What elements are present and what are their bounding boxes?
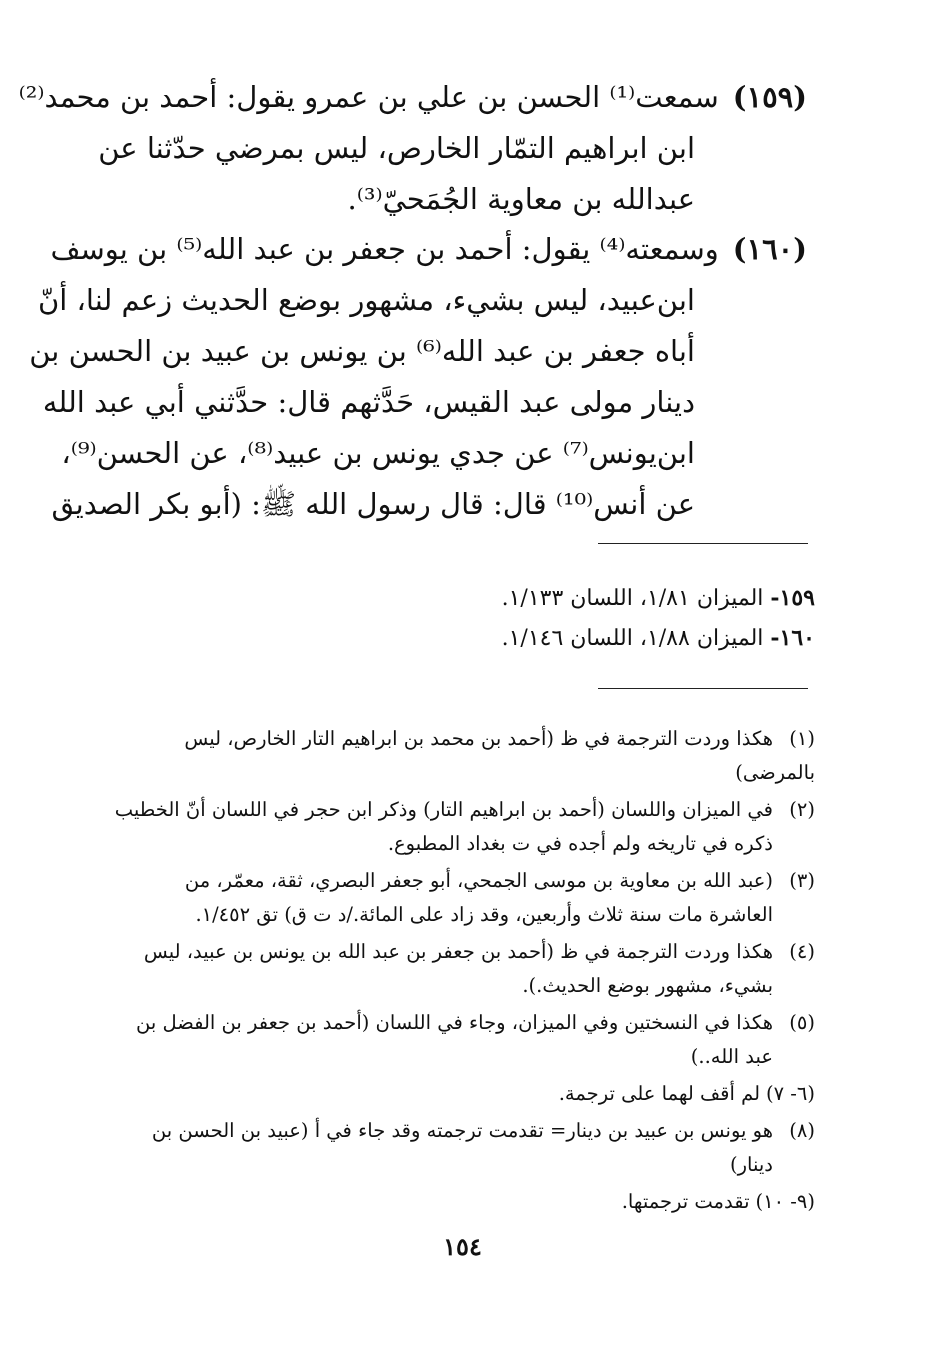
entry-line: ابن‌عبيد، ليس بشيء، مشهور بوضع الحديث زعم لنا، أنّ <box>37 283 695 317</box>
footnote <box>111 1006 815 1074</box>
entry-line <box>18 72 807 123</box>
footnote <box>111 1114 815 1182</box>
source-text: الميزان ١/٨٨، اللسان ١/١٤٦. <box>501 626 764 651</box>
entry-line: دينار مولى عبد القيس، حَدَّثهم قال: حدَّثني أبي عبد الله <box>42 385 695 419</box>
footnote-text: لم أقف لهما على ترجمة. <box>558 1082 761 1105</box>
footnote-text: العاشرة مات سنة ثلاث وأربعين، وقد زاد على المائة./د ت ق) تق ١/٤٥٢. <box>195 903 773 926</box>
entry-number: (١٦٠) <box>732 232 807 266</box>
source-number: ١٥٩- <box>770 585 815 611</box>
footnote-label: (٢) <box>789 798 815 821</box>
footnote <box>111 722 815 790</box>
footnote <box>111 864 815 932</box>
footnote <box>111 793 815 861</box>
footnote-label: (١) <box>789 727 815 750</box>
footnote-text: في الميزان واللسان (أحمد بن ابراهيم التار) وذكر ابن حجر في اللسان أنّ الخطيب <box>114 798 773 821</box>
entry-line: ابن ابراهيم التمّار الخارص، ليس بمرضي حدّثنا عن <box>98 131 695 165</box>
footnote-text: هكذا في النسختين وفي الميزان، وجاء في اللسان (أحمد بن جعفر بن الفضل بن <box>135 1011 773 1034</box>
footnote <box>111 1077 815 1111</box>
footnote-text: ذكره في تاريخه ولم أجده في ت بغداد المطبوع. <box>387 832 773 855</box>
divider-rule <box>598 688 808 689</box>
entry-line: عبدالله بن معاوية الجُمَحيّ⁽³⁾. <box>347 182 695 216</box>
entry-text: وسمعته⁽⁴⁾ يقول: أحمد بن جعفر بن عبد الله⁽⁵⁾ بن يوسف <box>50 232 719 266</box>
page-number: ١٥٤ <box>443 1232 482 1261</box>
footnote-label: (٨) <box>789 1119 815 1142</box>
footnote-text: عبد الله..) <box>690 1045 773 1068</box>
entry-159 <box>18 72 807 225</box>
entry-line: أباه جعفر بن عبد الله⁽⁶⁾ بن يونس بن عبيد بن الحسن بن <box>29 334 695 368</box>
footnote-text: دينار) <box>730 1153 773 1176</box>
footnote-label: (٥) <box>789 1011 815 1034</box>
footnotes <box>111 722 815 1222</box>
footnote <box>111 1185 815 1219</box>
entry-160 <box>29 224 807 530</box>
footnote-text: هكذا وردت الترجمة في ظ (أحمد بن جعفر بن عبد الله بن يونس بن عبيد، ليس <box>143 940 773 963</box>
entry-line: ابن‌يونس⁽⁷⁾ عن جدي يونس بن عبيد⁽⁸⁾، عن الحسن⁽⁹⁾، <box>61 436 695 470</box>
footnote-text: هكذا وردت الترجمة في ظ (أحمد بن محمد بن ابراهيم التار الخارص، ليس بالمرضى) <box>184 727 815 784</box>
entry-line <box>50 224 807 275</box>
footnote-text: تقدمت ترجمتها. <box>621 1190 750 1213</box>
source-number: ١٦٠- <box>770 625 815 651</box>
footnote-text: هو يونس بن عبيد بن دينار= تقدمت ترجمته وقد جاء في أ (عبيد بن الحسن بن <box>151 1119 773 1142</box>
entry-number: (١٥٩) <box>732 80 807 114</box>
source-line <box>502 580 815 617</box>
footnote-text: بشيء، مشهور بوضع الحديث.). <box>522 974 773 997</box>
source-line <box>502 620 815 657</box>
footnote-label: (٤) <box>789 940 815 963</box>
footnote-label: (٦- ٧) <box>766 1082 815 1105</box>
source-text: الميزان ١/٨١، اللسان ١/١٣٣. <box>501 586 764 611</box>
entry-line: عن أنس⁽¹⁰⁾ قال: قال رسول الله ﷺ: (أبو بكر الصديق <box>51 487 695 521</box>
entry-text: سمعت⁽¹⁾ الحسن بن علي بن عمرو يقول: أحمد بن محمد⁽²⁾ <box>18 80 719 114</box>
divider-rule <box>598 543 808 544</box>
footnote-label: (٩- ١٠) <box>755 1190 815 1213</box>
footnote-text: (عبد الله بن معاوية بن موسى الجمحي، أبو جعفر البصري، ثقة، معمّر، من <box>184 869 773 892</box>
footnote-label: (٣) <box>789 869 815 892</box>
footnote <box>111 935 815 1003</box>
